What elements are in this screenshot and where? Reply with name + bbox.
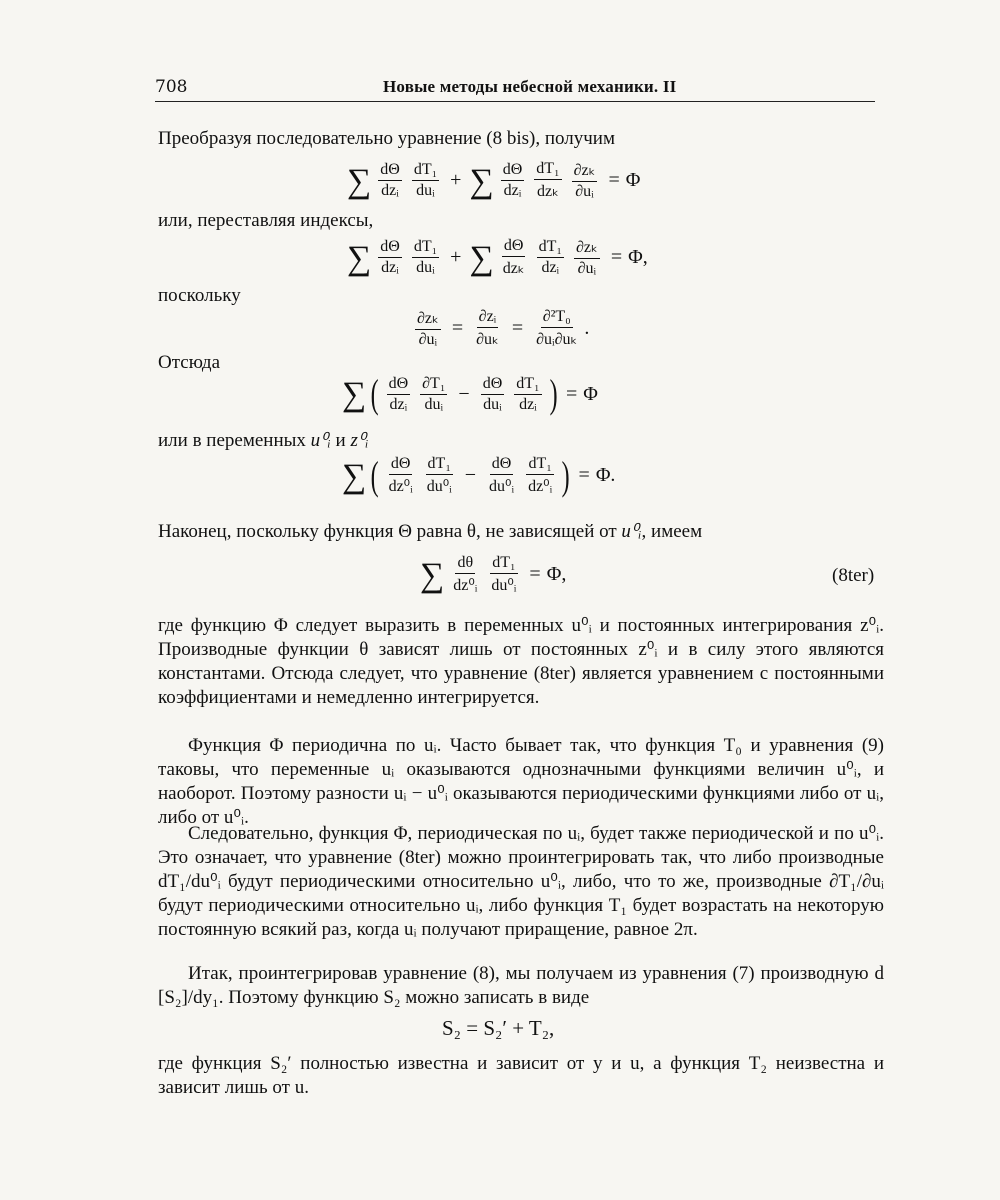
paragraph-1: где функцию Φ следует выразить в переменных u⁰ᵢ и постоянных интегрирования z⁰ᵢ. Производные функции θ зависят лишь от постоянных z⁰ᵢ и в силу этого являются константами. Отсюда следует, что уравнение (8ter) является уравнением с постоянными коэффициентами и немедленно интегрируется. xyxy=(158,615,884,708)
fraction: $\frac{\text{∂zᵢ}}{\text{∂uₖ}}$ xyxy=(476,308,499,348)
sum-sign: ∑ xyxy=(420,556,445,594)
fraction: $\frac{\text{dT₁}}{\text{duᵢ}}$ xyxy=(413,161,438,199)
fraction: $\frac{\text{∂zₖ}}{\text{∂uᵢ}}$ xyxy=(417,310,439,348)
equation-5: ∑ ( $\frac{d\Theta}{\text{dz⁰ᵢ}}$ $\frac{\text{dT₁}}{\text{du⁰ᵢ}}$ − $\frac{d\Theta}{\text{du⁰ᵢ}}$ $\frac{\text{dT₁}}{\text{dz⁰ᵢ}}$ ) = Φ. xyxy=(342,452,616,498)
equation-8ter: ∑ $\frac{d\theta}{\text{dz⁰ᵢ}}$ $\frac{\text{dT₁}}{\text{du⁰ᵢ}}$ = Φ, xyxy=(420,554,567,594)
intro-line: Преобразуя последовательно уравнение (8 bis), получим xyxy=(158,128,615,149)
fraction: $\frac{d\Theta}{\text{dzᵢ}}$ xyxy=(380,161,400,199)
phi-symbol: Φ xyxy=(583,382,598,405)
fraction: $\frac{\text{∂zₖ}}{\text{∂uᵢ}}$ xyxy=(573,162,596,200)
fraction: $\frac{d\Theta}{\text{du⁰ᵢ}}$ xyxy=(489,455,515,495)
fraction: $\frac{d\Theta}{\text{dzᵢ}}$ xyxy=(388,374,409,413)
fraction: $\frac{d\Theta}{\text{dzᵢ}}$ xyxy=(380,238,400,276)
equation-s2: S₂ = S₂′ + T₂, xyxy=(442,1016,555,1040)
equation-3: $\frac{\text{∂zₖ}}{\text{∂uᵢ}}$ = $\frac{\text{∂zᵢ}}{\text{∂uₖ}}$ = $\frac{\text{∂²T₀}}{\text{∂uᵢ∂uₖ}}$ . xyxy=(417,308,590,348)
paragraph-5: где функция S₂′ полностью известна и зависит от y и u, а функция T₂ неизвестна и зависит лишь от u. xyxy=(158,1053,884,1098)
page-header xyxy=(155,75,875,102)
fraction: $\frac{\text{dT₁}}{\text{dzₖ}}$ xyxy=(536,160,560,200)
sum-sign: ∑ xyxy=(469,239,494,277)
paragraph-4: Итак, проинтегрировав уравнение (8), мы получаем из уравнения (7) производную d [S₂]/dy₁. Поэтому функцию S₂ можно записать в виде xyxy=(158,963,884,1008)
finally-line: Наконец, поскольку функция Θ равна θ, не зависящей от u⁰ᵢ, имеем xyxy=(158,521,703,542)
or-vars-line: или в переменных u⁰ᵢ и z⁰ᵢ xyxy=(158,430,369,451)
equation-1: ∑ $\frac{d\Theta}{\text{dzᵢ}}$ $\frac{\text{dT₁}}{\text{duᵢ}}$ + ∑ $\frac{d\Theta}{\text{dzᵢ}}$ $\frac{\text{dT₁}}{\text{dzₖ}}$ $\frac{\text{∂zₖ}}{\text{∂uᵢ}}$ = Φ xyxy=(347,160,641,200)
equation-4: ∑ ( $\frac{d\Theta}{\text{dzᵢ}}$ $\frac{\text{∂T₁}}{\text{duᵢ}}$ − $\frac{d\Theta}{\text{duᵢ}}$ $\frac{\text{dT₁}}{\text{dzᵢ}}$ ) = Φ xyxy=(342,371,598,416)
paragraph-3: Следовательно, функция Φ, периодическая по uᵢ, будет также периодической и по u⁰ᵢ. Это означает, что уравнение (8ter) можно проинтегрировать так, что либо производные dT₁/du⁰ᵢ будут периодическими относительно u⁰ᵢ, либо, что то же, производные ∂T₁/∂uᵢ будут периодическими относительно uᵢ, либо функция T₁ будет возрастать на некоторую постоянную всякий раз, когда uᵢ получают приращение, равное 2π. xyxy=(158,823,884,940)
fraction: $\frac{d\Theta}{\text{dz⁰ᵢ}}$ xyxy=(388,455,413,495)
fraction: $\frac{\text{dT₁}}{\text{duᵢ}}$ xyxy=(413,238,438,276)
fraction: $\frac{\text{dT₁}}{\text{dzᵢ}}$ xyxy=(516,374,540,413)
or-swap-line: или, переставляя индексы, xyxy=(158,210,374,231)
sum-sign: ∑ xyxy=(342,457,367,495)
fraction: $\frac{\text{dT₁}}{\text{du⁰ᵢ}}$ xyxy=(426,455,452,495)
fraction: $\frac{\text{dT₁}}{\text{dzᵢ}}$ xyxy=(538,238,562,276)
fraction: $\frac{d\Theta}{\text{dzₖ}}$ xyxy=(502,237,525,277)
hence-line: Отсюда xyxy=(158,352,221,373)
running-title: Новые методы небесной механики. II xyxy=(383,77,677,96)
equation-2: ∑ $\frac{d\Theta}{\text{dzᵢ}}$ $\frac{\text{dT₁}}{\text{duᵢ}}$ + ∑ $\frac{d\Theta}{\text{dzₖ}}$ $\frac{\text{dT₁}}{\text{dzᵢ}}$ $\frac{\text{∂zₖ}}{\text{∂uᵢ}}$ = Φ, xyxy=(347,237,648,277)
phi-symbol: Φ, xyxy=(628,246,648,268)
fraction: $\frac{d\theta}{\text{dz⁰ᵢ}}$ xyxy=(453,554,478,594)
fraction: $\frac{\text{dT₁}}{\text{dz⁰ᵢ}}$ xyxy=(528,455,553,495)
paragraph-2: Функция Φ периодична по uᵢ. Часто бывает так, что функция T₀ и уравнения (9) таковы, что переменные uᵢ оказываются однозначными функциями величин u⁰ᵢ, и наоборот. Поэтому разности uᵢ − u⁰ᵢ оказываются периодическими функциями либо от uᵢ, либо от u⁰ᵢ. xyxy=(158,735,884,828)
since-line: поскольку xyxy=(158,285,241,306)
sum-sign: ∑ xyxy=(469,162,494,200)
page-number: 708 xyxy=(155,77,188,97)
fraction: $\frac{\text{∂²T₀}}{\text{∂uᵢ∂uₖ}}$ xyxy=(536,308,578,348)
fraction: $\frac{d\Theta}{\text{dzᵢ}}$ xyxy=(502,161,523,199)
sum-sign: ∑ xyxy=(347,162,372,200)
phi-symbol: Φ. xyxy=(595,464,616,486)
phi-symbol: Φ xyxy=(625,169,641,191)
fraction: $\frac{\text{∂T₁}}{\text{duᵢ}}$ xyxy=(422,374,446,413)
sum-sign: ∑ xyxy=(347,239,372,277)
phi-symbol: Φ, xyxy=(546,563,567,585)
fraction: $\frac{\text{dT₁}}{\text{du⁰ᵢ}}$ xyxy=(491,554,517,594)
fraction: $\frac{\text{∂zₖ}}{\text{∂uᵢ}}$ xyxy=(575,239,598,277)
sum-sign: ∑ xyxy=(342,376,367,413)
equation-label: (8ter) xyxy=(832,565,875,586)
fraction: $\frac{d\Theta}{\text{duᵢ}}$ xyxy=(482,374,503,413)
